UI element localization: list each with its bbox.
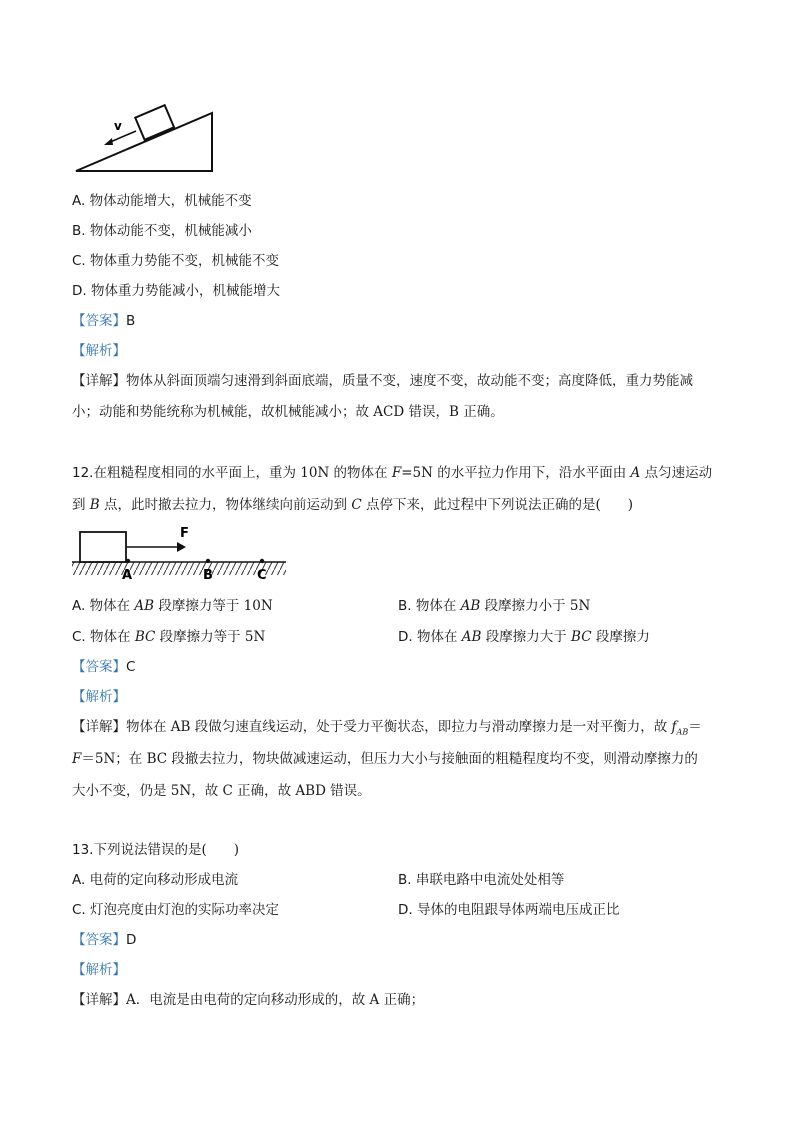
answer-tag: 【答案】 [72,659,126,675]
question-number: 13. [72,842,94,858]
question-number: 12. [72,465,94,481]
friction-diagram [70,522,290,588]
q13-option-b: B. 串联电路中电流处处相等 [398,872,565,888]
answer-tag: 【答案】 [72,313,126,329]
point-b-label: B [203,568,213,583]
incline-diagram [70,95,220,179]
q13-option-c: C. 灯泡亮度由灯泡的实际功率决定 [72,902,280,918]
detail-tag: 【详解】 [72,719,126,735]
q12-option-c: C. 物体在 BC 段摩擦力等于 5N [72,629,266,645]
q13-stem: 13.下列说法错误的是( ) [72,842,240,858]
q13-answer: 【答案】D [72,932,137,948]
q13-detail-line-1: 【详解】A．电流是由电荷的定向移动形成的，故 A 正确； [72,992,425,1008]
q11-answer: 【答案】B [72,313,136,329]
q11-option-b: B. 物体动能不变，机械能减小 [72,223,252,239]
q11-option-a: A. 物体动能增大，机械能不变 [72,193,252,209]
q12-detail-line-2: F＝5N；在 BC 段撤去拉力，物块做减速运动，但压力大小与接触面的粗糙程度均不变，则滑动摩擦力的 [72,751,698,767]
q12-detail-line-1: 【详解】物体在 AB 段做匀速直线运动，处于受力平衡状态，即拉力与滑动摩擦力是一对平衡力，故 $f_{AB}=$ [72,719,702,737]
q11-analysis-tag: 【解析】 [72,343,126,359]
q13-option-d: D. 导体的电阻跟导体两端电压成正比 [398,902,620,918]
force-label: F [180,526,189,541]
q12-option-a: A. 物体在 AB 段摩擦力等于 10N [72,598,273,614]
q12-analysis-tag: 【解析】 [72,689,126,705]
point-a-label: A [122,568,133,583]
answer-tag: 【答案】 [72,932,126,948]
q12-option-d: D. 物体在 AB 段摩擦力大于 BC 段摩擦力 [398,629,650,645]
q12-detail-line-3: 大小不变，仍是 5N，故 C 正确，故 ABD 错误。 [72,783,371,799]
velocity-label: v [114,119,122,133]
q13-option-a: A. 电荷的定向移动形成电流 [72,872,239,888]
q13-analysis-tag: 【解析】 [72,962,126,978]
point-c-label: C [257,568,267,583]
detail-tag: 【详解】 [72,373,126,389]
q12-answer: 【答案】C [72,659,136,675]
q11-option-d: D. 物体重力势能减小，机械能增大 [72,283,280,299]
q12-stem-line-2: 到 B 点，此时撤去拉力，物体继续向前运动到 C 点停下来，此过程中下列说法正确的是( ) [72,497,633,513]
q11-option-c: C. 物体重力势能不变，机械能不变 [72,253,280,269]
q12-stem-line-1: 12.在粗糙程度相同的水平面上，重为 10N 的物体在 F=5N 的水平拉力作用下，沿水平面由 A 点匀速运动 [72,465,713,481]
q12-option-b: B. 物体在 AB 段摩擦力小于 5N [398,598,591,614]
q11-detail-line-1: 【详解】物体从斜面顶端匀速滑到斜面底端，质量不变，速度不变，故动能不变；高度降低，重力势能减 [72,373,693,389]
q11-detail-line-2: 小；动能和势能统称为机械能，故机械能减小；故 ACD 错误，B 正确。 [72,404,504,420]
detail-tag: 【详解】 [72,992,126,1008]
